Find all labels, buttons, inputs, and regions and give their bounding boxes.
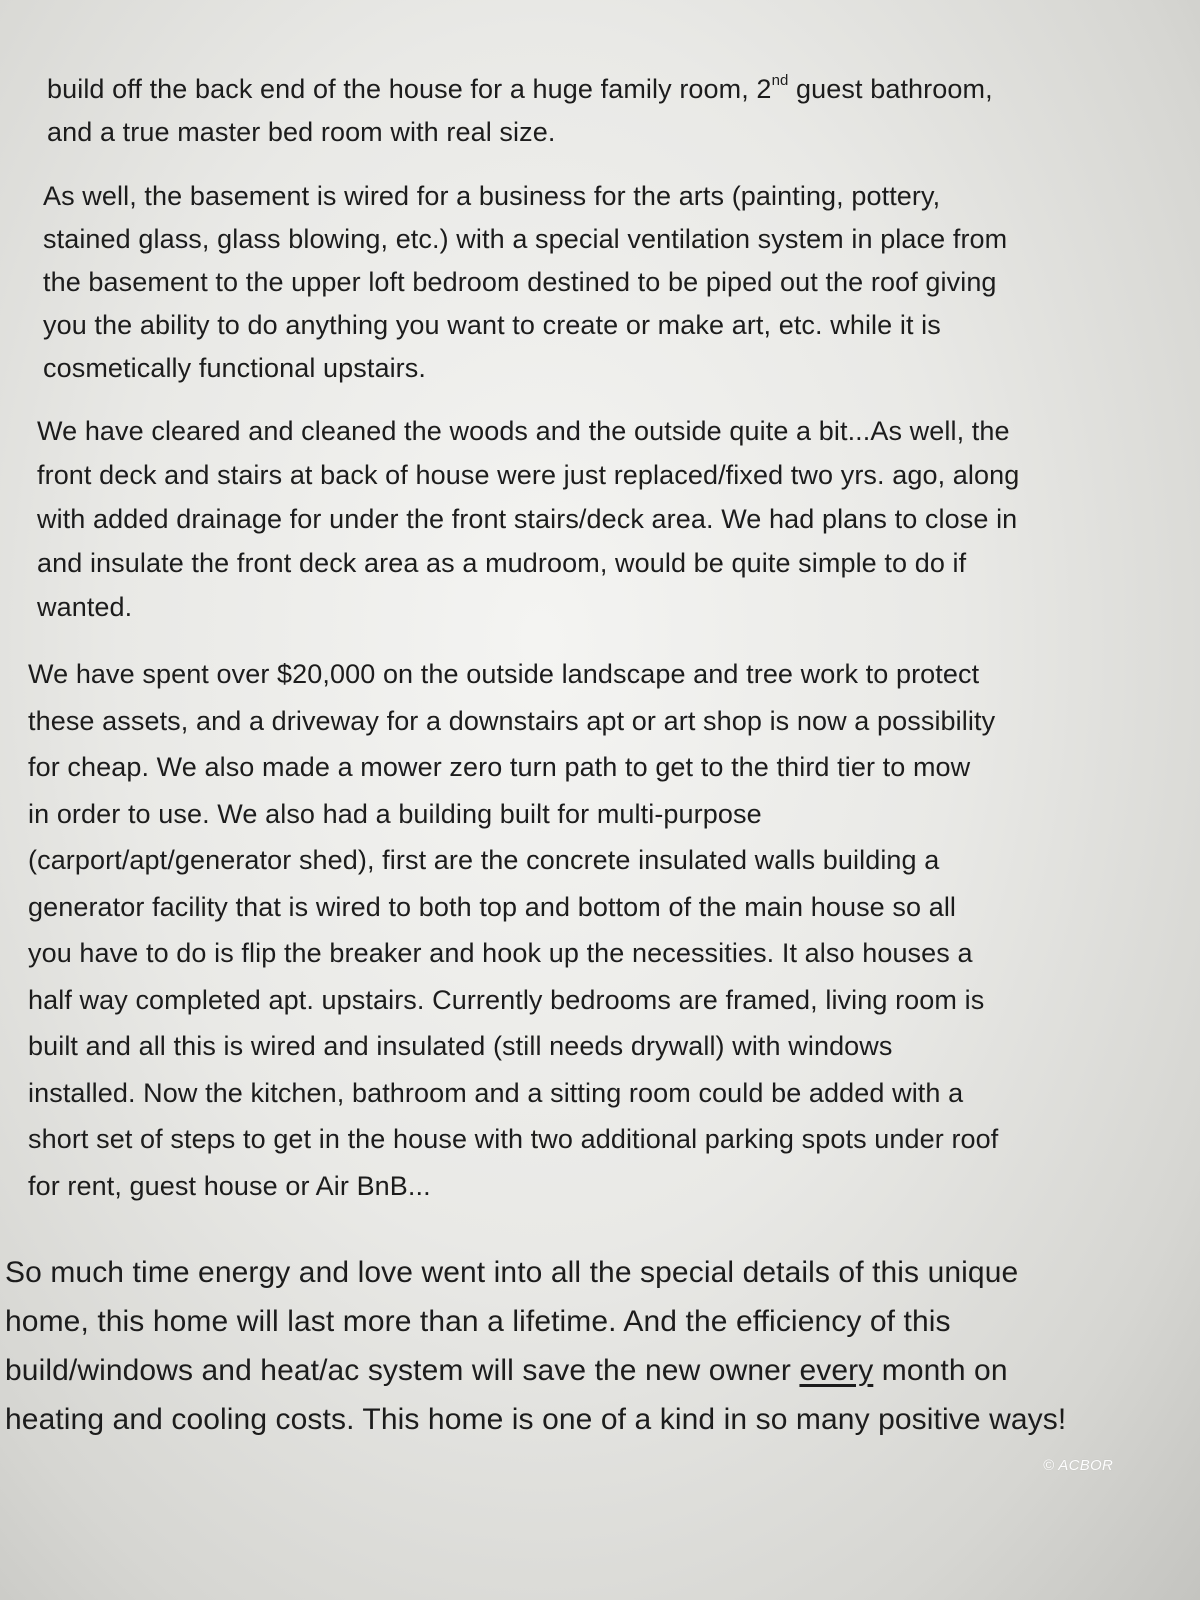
paragraph-4-line-1: We have spent over $20,000 on the outside landscape and tree work to protect [28, 659, 980, 689]
underlined-every: every [799, 1354, 874, 1387]
paragraph-3-line-1: We have cleared and cleaned the woods and the outside quite a bit...As well, the [37, 416, 1010, 446]
paragraph-1-line-2: and a true master bed room with real size. [47, 117, 556, 147]
paragraph-5 [5, 1248, 1066, 1444]
paragraph-2-line-1: As well, the basement is wired for a business for the arts (painting, pottery, [43, 181, 941, 211]
paragraph-4-line-6: generator facility that is wired to both top and bottom of the main house so all [28, 891, 957, 922]
paragraph-4-line-5: (carport/apt/generator shed), first are the concrete insulated walls building a [28, 845, 940, 875]
paragraph-3-line-3: with added drainage for under the front stairs/deck area. We had plans to close in [37, 504, 1018, 534]
paragraph-1 [47, 68, 993, 154]
paragraph-4-line-3: for cheap. We also made a mower zero turn path to get to the third tier to mow [28, 752, 971, 782]
paragraph-5-line-4: heating and cooling costs. This home is one of a kind in so many positive ways! [5, 1403, 1067, 1436]
paragraph-2-line-5: cosmetically functional upstairs. [43, 353, 426, 383]
paragraph-4-line-12: for rent, guest house or Air BnB... [28, 1170, 431, 1201]
paragraph-4-line-9: built and all this is wired and insulated (still needs drywall) with windows [28, 1031, 893, 1061]
paragraph-4-line-10: installed. Now the kitchen, bathroom and a sitting room could be added with a [28, 1077, 964, 1108]
paragraph-2-line-4: you the ability to do anything you want to create or make art, etc. while it is [43, 310, 941, 340]
paragraph-4-line-2: these assets, and a driveway for a downstairs apt or art shop is now a possibility [28, 705, 996, 736]
paragraph-4 [28, 651, 998, 1209]
paragraph-3 [37, 409, 1019, 629]
paragraph-5-line-1: So much time energy and love went into all the special details of this unique [5, 1256, 1019, 1289]
paragraph-4-line-11: short set of steps to get in the house with two additional parking spots under roof [28, 1124, 999, 1154]
paragraph-3-line-4: and insulate the front deck area as a mudroom, would be quite simple to do if [37, 548, 967, 578]
paragraph-2 [43, 175, 1007, 390]
paragraph-4-line-8: half way completed apt. upstairs. Currently bedrooms are framed, living room is [28, 984, 985, 1015]
paragraph-2-line-2: stained glass, glass blowing, etc.) with a special ventilation system in place from [43, 224, 1008, 254]
paragraph-3-line-2: front deck and stairs at back of house were just replaced/fixed two yrs. ago, along [37, 460, 1020, 490]
paragraph-3-line-5: wanted. [37, 592, 133, 622]
paragraph-4-line-4: in order to use. We also had a building built for multi-purpose [28, 798, 762, 829]
superscript-nd: nd [771, 72, 789, 89]
copyright-watermark: © ACBOR [1043, 1457, 1114, 1474]
paragraph-5-line-2: home, this home will last more than a lifetime. And the efficiency of this [5, 1305, 951, 1338]
paragraph-4-line-7: you have to do is flip the breaker and hook up the necessities. It also houses a [28, 938, 973, 968]
paragraph-1-line-1: build off the back end of the house for a huge family room, 2nd guest bathroom, [47, 72, 993, 104]
paragraph-5-line-3: build/windows and heat/ac system will save the new owner every month on [5, 1354, 1008, 1387]
paragraph-2-line-3: the basement to the upper loft bedroom destined to be piped out the roof giving [43, 267, 997, 297]
